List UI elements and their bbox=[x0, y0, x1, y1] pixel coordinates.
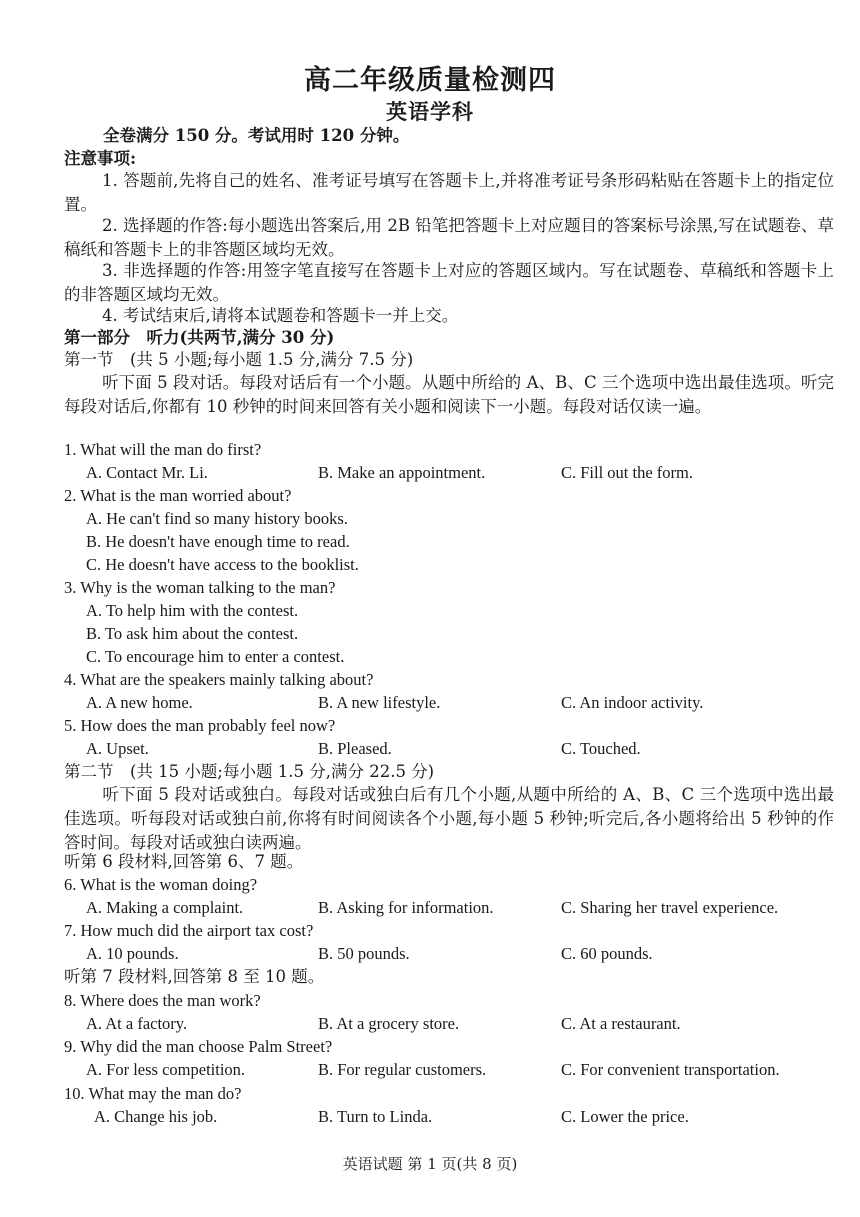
question-4: 4. What are the speakers mainly talking about? bbox=[64, 670, 374, 689]
question-2: 2. What is the man worried about? bbox=[64, 486, 292, 505]
q3-option-a: A. To help him with the contest. bbox=[86, 601, 299, 620]
page-title: 高二年级质量检测四 bbox=[304, 65, 556, 96]
question-8: 8. Where does the man work? bbox=[64, 991, 261, 1010]
q4-option-b: B. A new lifestyle. bbox=[318, 693, 441, 712]
q1-option-b: B. Make an appointment. bbox=[318, 463, 486, 482]
note-item-3-text: 3. 非选择题的作答:用签字笔直接写在答题卡上对应的答题区域内。写在试题卷、草稿纸和答题卡上的非答题区域均无效。 bbox=[64, 261, 834, 304]
note-item-4-text: 4. 考试结束后,请将本试题卷和答题卡一并上交。 bbox=[102, 306, 459, 325]
material-7-label: 听第 7 段材料,回答第 8 至 10 题。 bbox=[64, 967, 325, 986]
q7-option-a: A. 10 pounds. bbox=[86, 944, 179, 963]
section1-instructions bbox=[64, 371, 834, 419]
section1-heading: 第一节 (共 5 小题;每小题 1.5 分,满分 7.5 分) bbox=[64, 350, 414, 369]
note-item-2 bbox=[64, 214, 834, 262]
section2-instructions-text: 听下面 5 段对话或独白。每段对话或独白后有几个小题,从题中所给的 A、B、C 三个选项中选出最佳选项。听每段对话或独白前,你将有时间阅读各个小题,每小题 5 秒钟;听完后,各小题将给出 5 秒钟的作答时间。每段对话或独白读两遍。 bbox=[64, 785, 834, 852]
q6-option-c: C. Sharing her travel experience. bbox=[561, 898, 779, 917]
q8-option-c: C. At a restaurant. bbox=[561, 1014, 681, 1033]
q9-option-a: A. For less competition. bbox=[86, 1060, 246, 1079]
q2-option-c: C. He doesn't have access to the booklist. bbox=[86, 555, 359, 574]
q7-option-c: C. 60 pounds. bbox=[561, 944, 653, 963]
q2-option-a: A. He can't find so many history books. bbox=[86, 509, 348, 528]
q10-option-b: B. Turn to Linda. bbox=[318, 1107, 433, 1126]
part1-heading: 第一部分 听力(共两节,满分 30 分) bbox=[64, 328, 335, 347]
section2-heading: 第二节 (共 15 小题;每小题 1.5 分,满分 22.5 分) bbox=[64, 762, 435, 781]
note-item-4 bbox=[64, 304, 834, 328]
q10-option-c: C. Lower the price. bbox=[561, 1107, 689, 1126]
section2-instructions bbox=[64, 783, 834, 855]
note-item-1 bbox=[64, 169, 834, 217]
page-subtitle: 英语学科 bbox=[386, 99, 474, 124]
q9-option-c: C. For convenient transportation. bbox=[561, 1060, 780, 1079]
q9-option-b: B. For regular customers. bbox=[318, 1060, 487, 1079]
q1-option-a: A. Contact Mr. Li. bbox=[86, 463, 208, 482]
q6-option-b: B. Asking for information. bbox=[318, 898, 494, 917]
q4-option-c: C. An indoor activity. bbox=[561, 693, 704, 712]
q5-option-b: B. Pleased. bbox=[318, 739, 392, 758]
q8-option-b: B. At a grocery store. bbox=[318, 1014, 460, 1033]
notes-heading: 注意事项: bbox=[64, 149, 137, 168]
q8-option-a: A. At a factory. bbox=[86, 1014, 188, 1033]
question-6: 6. What is the woman doing? bbox=[64, 875, 258, 894]
question-7: 7. How much did the airport tax cost? bbox=[64, 921, 314, 940]
note-item-1-text: 1. 答题前,先将自己的姓名、准考证号填写在答题卡上,并将准考证号条形码粘贴在答题卡上的指定位置。 bbox=[64, 171, 834, 214]
q6-option-a: A. Making a complaint. bbox=[86, 898, 244, 917]
section1-instructions-text: 听下面 5 段对话。每段对话后有一个小题。从题中所给的 A、B、C 三个选项中选出最佳选项。听完每段对话后,你都有 10 秒钟的时间来回答有关小题和阅读下一小题。每段对话仅读一遍。 bbox=[64, 373, 834, 416]
note-item-2-text: 2. 选择题的作答:每小题选出答案后,用 2B 铅笔把答题卡上对应题目的答案标号涂黑,写在试题卷、草稿纸和答题卡上的非答题区域均无效。 bbox=[64, 216, 834, 259]
q4-option-a: A. A new home. bbox=[86, 693, 193, 712]
q7-option-b: B. 50 pounds. bbox=[318, 944, 410, 963]
q5-option-a: A. Upset. bbox=[86, 739, 149, 758]
page-footer: 英语试题 第 1 页(共 8 页) bbox=[342, 1155, 518, 1173]
question-1: 1. What will the man do first? bbox=[64, 440, 262, 459]
question-5: 5. How does the man probably feel now? bbox=[64, 716, 336, 735]
q10-option-a: A. Change his job. bbox=[94, 1107, 218, 1126]
q2-option-b: B. He doesn't have enough time to read. bbox=[86, 532, 350, 551]
q1-option-c: C. Fill out the form. bbox=[561, 463, 693, 482]
question-9: 9. Why did the man choose Palm Street? bbox=[64, 1037, 333, 1056]
q3-option-c: C. To encourage him to enter a contest. bbox=[86, 647, 345, 666]
question-3: 3. Why is the woman talking to the man? bbox=[64, 578, 336, 597]
note-item-3 bbox=[64, 259, 834, 307]
material-6-label: 听第 6 段材料,回答第 6、7 题。 bbox=[64, 852, 304, 871]
q5-option-c: C. Touched. bbox=[561, 739, 641, 758]
score-info: 全卷满分 150 分。考试用时 120 分钟。 bbox=[103, 126, 410, 145]
question-10: 10. What may the man do? bbox=[64, 1084, 242, 1103]
q3-option-b: B. To ask him about the contest. bbox=[86, 624, 299, 643]
